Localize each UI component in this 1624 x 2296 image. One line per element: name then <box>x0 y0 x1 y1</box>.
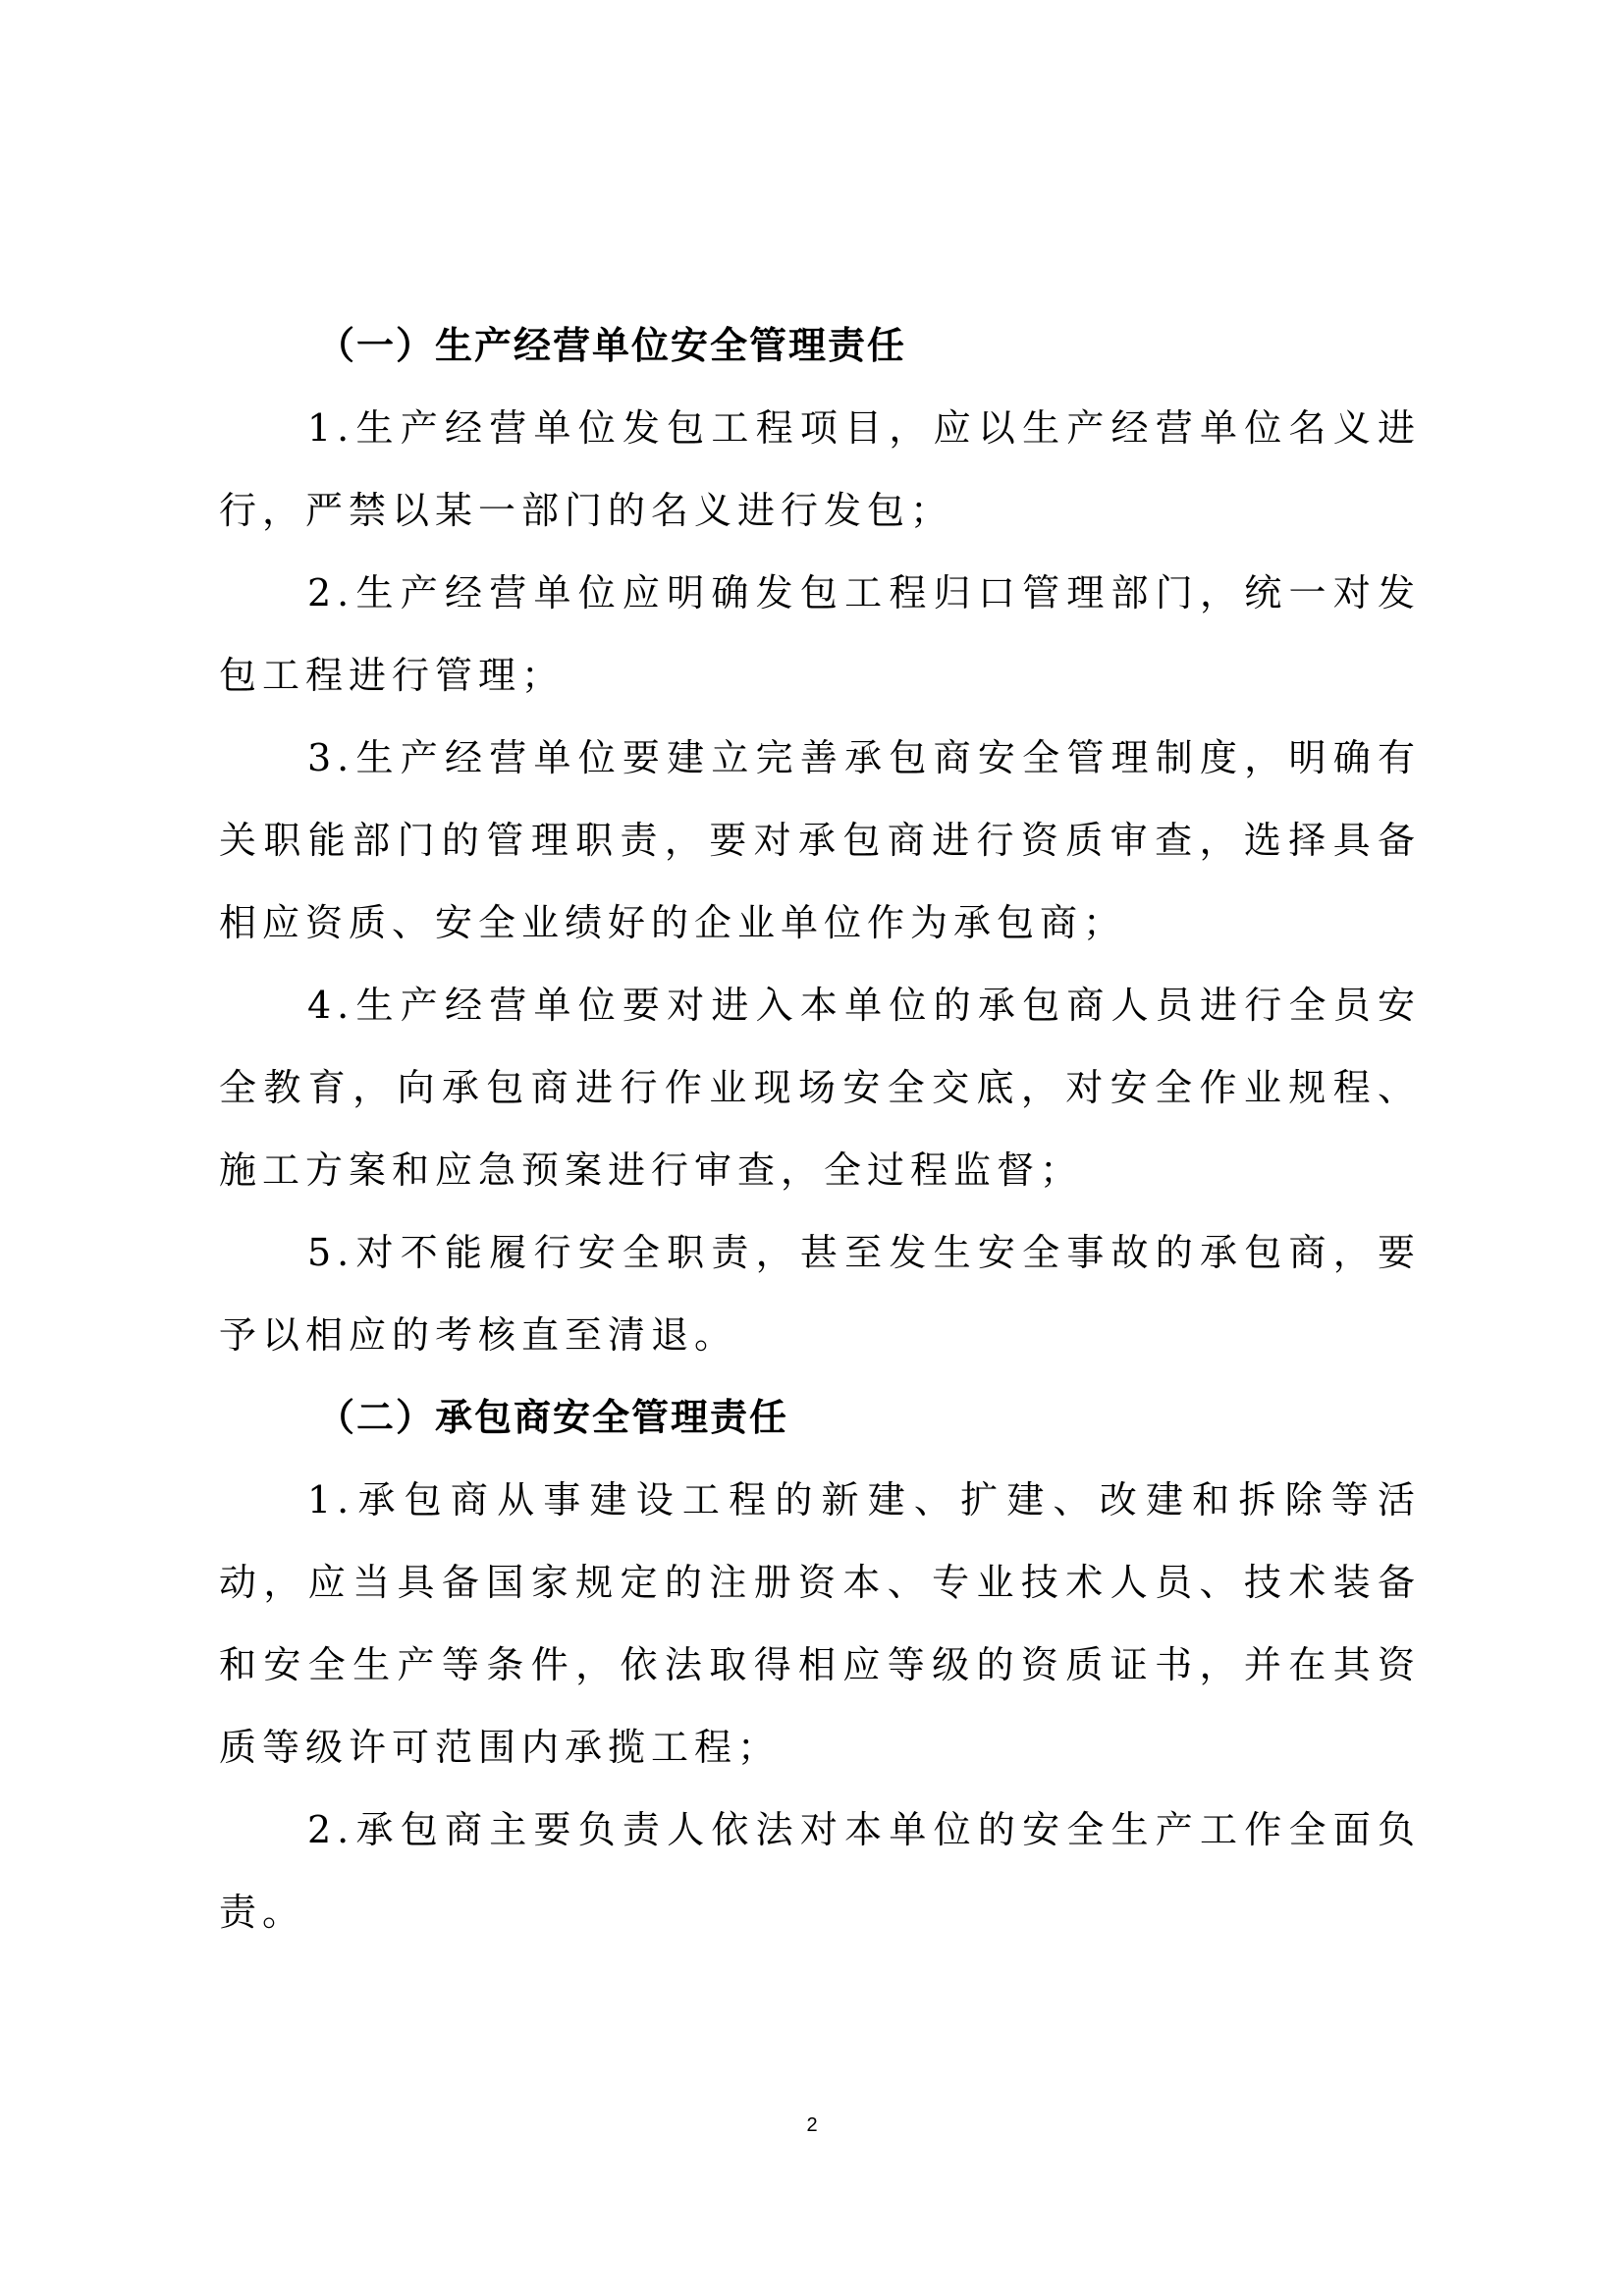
section-2-item-2: 2.承包商主要负责人依法对本单位的安全生产工作全面负责。 <box>219 1808 1421 1934</box>
section-1-heading: （一）生产经营单位安全管理责任 <box>317 323 907 367</box>
section-1-item-2: 2.生产经营单位应明确发包工程归口管理部门，统一对发包工程进行管理； <box>219 571 1421 697</box>
section-2-heading: （二）承包商安全管理责任 <box>317 1395 789 1439</box>
section-1-item-5: 5.对不能履行安全职责，甚至发生安全事故的承包商，要予以相应的考核直至清退。 <box>219 1231 1421 1357</box>
section-1-item-1: 1.生产经营单位发包工程项目，应以生产经营单位名义进行，严禁以某一部门的名义进行发包； <box>219 406 1421 532</box>
page-number: 2 <box>806 2114 818 2136</box>
section-2-item-1: 1.承包商从事建设工程的新建、扩建、改建和拆除等活动，应当具备国家规定的注册资本、专业技术人员、技术装备和安全生产等条件，依法取得相应等级的资质证书，并在其资质等级许可范围内承揽工程； <box>219 1478 1421 1769</box>
section-1-item-3: 3.生产经营单位要建立完善承包商安全管理制度，明确有关职能部门的管理职责，要对承包商进行资质审查，选择具备相应资质、安全业绩好的企业单位作为承包商； <box>219 736 1421 944</box>
section-1-item-4: 4.生产经营单位要对进入本单位的承包商人员进行全员安全教育，向承包商进行作业现场安全交底，对安全作业规程、施工方案和应急预案进行审查，全过程监督； <box>219 984 1421 1192</box>
document-body <box>219 304 1421 1953</box>
